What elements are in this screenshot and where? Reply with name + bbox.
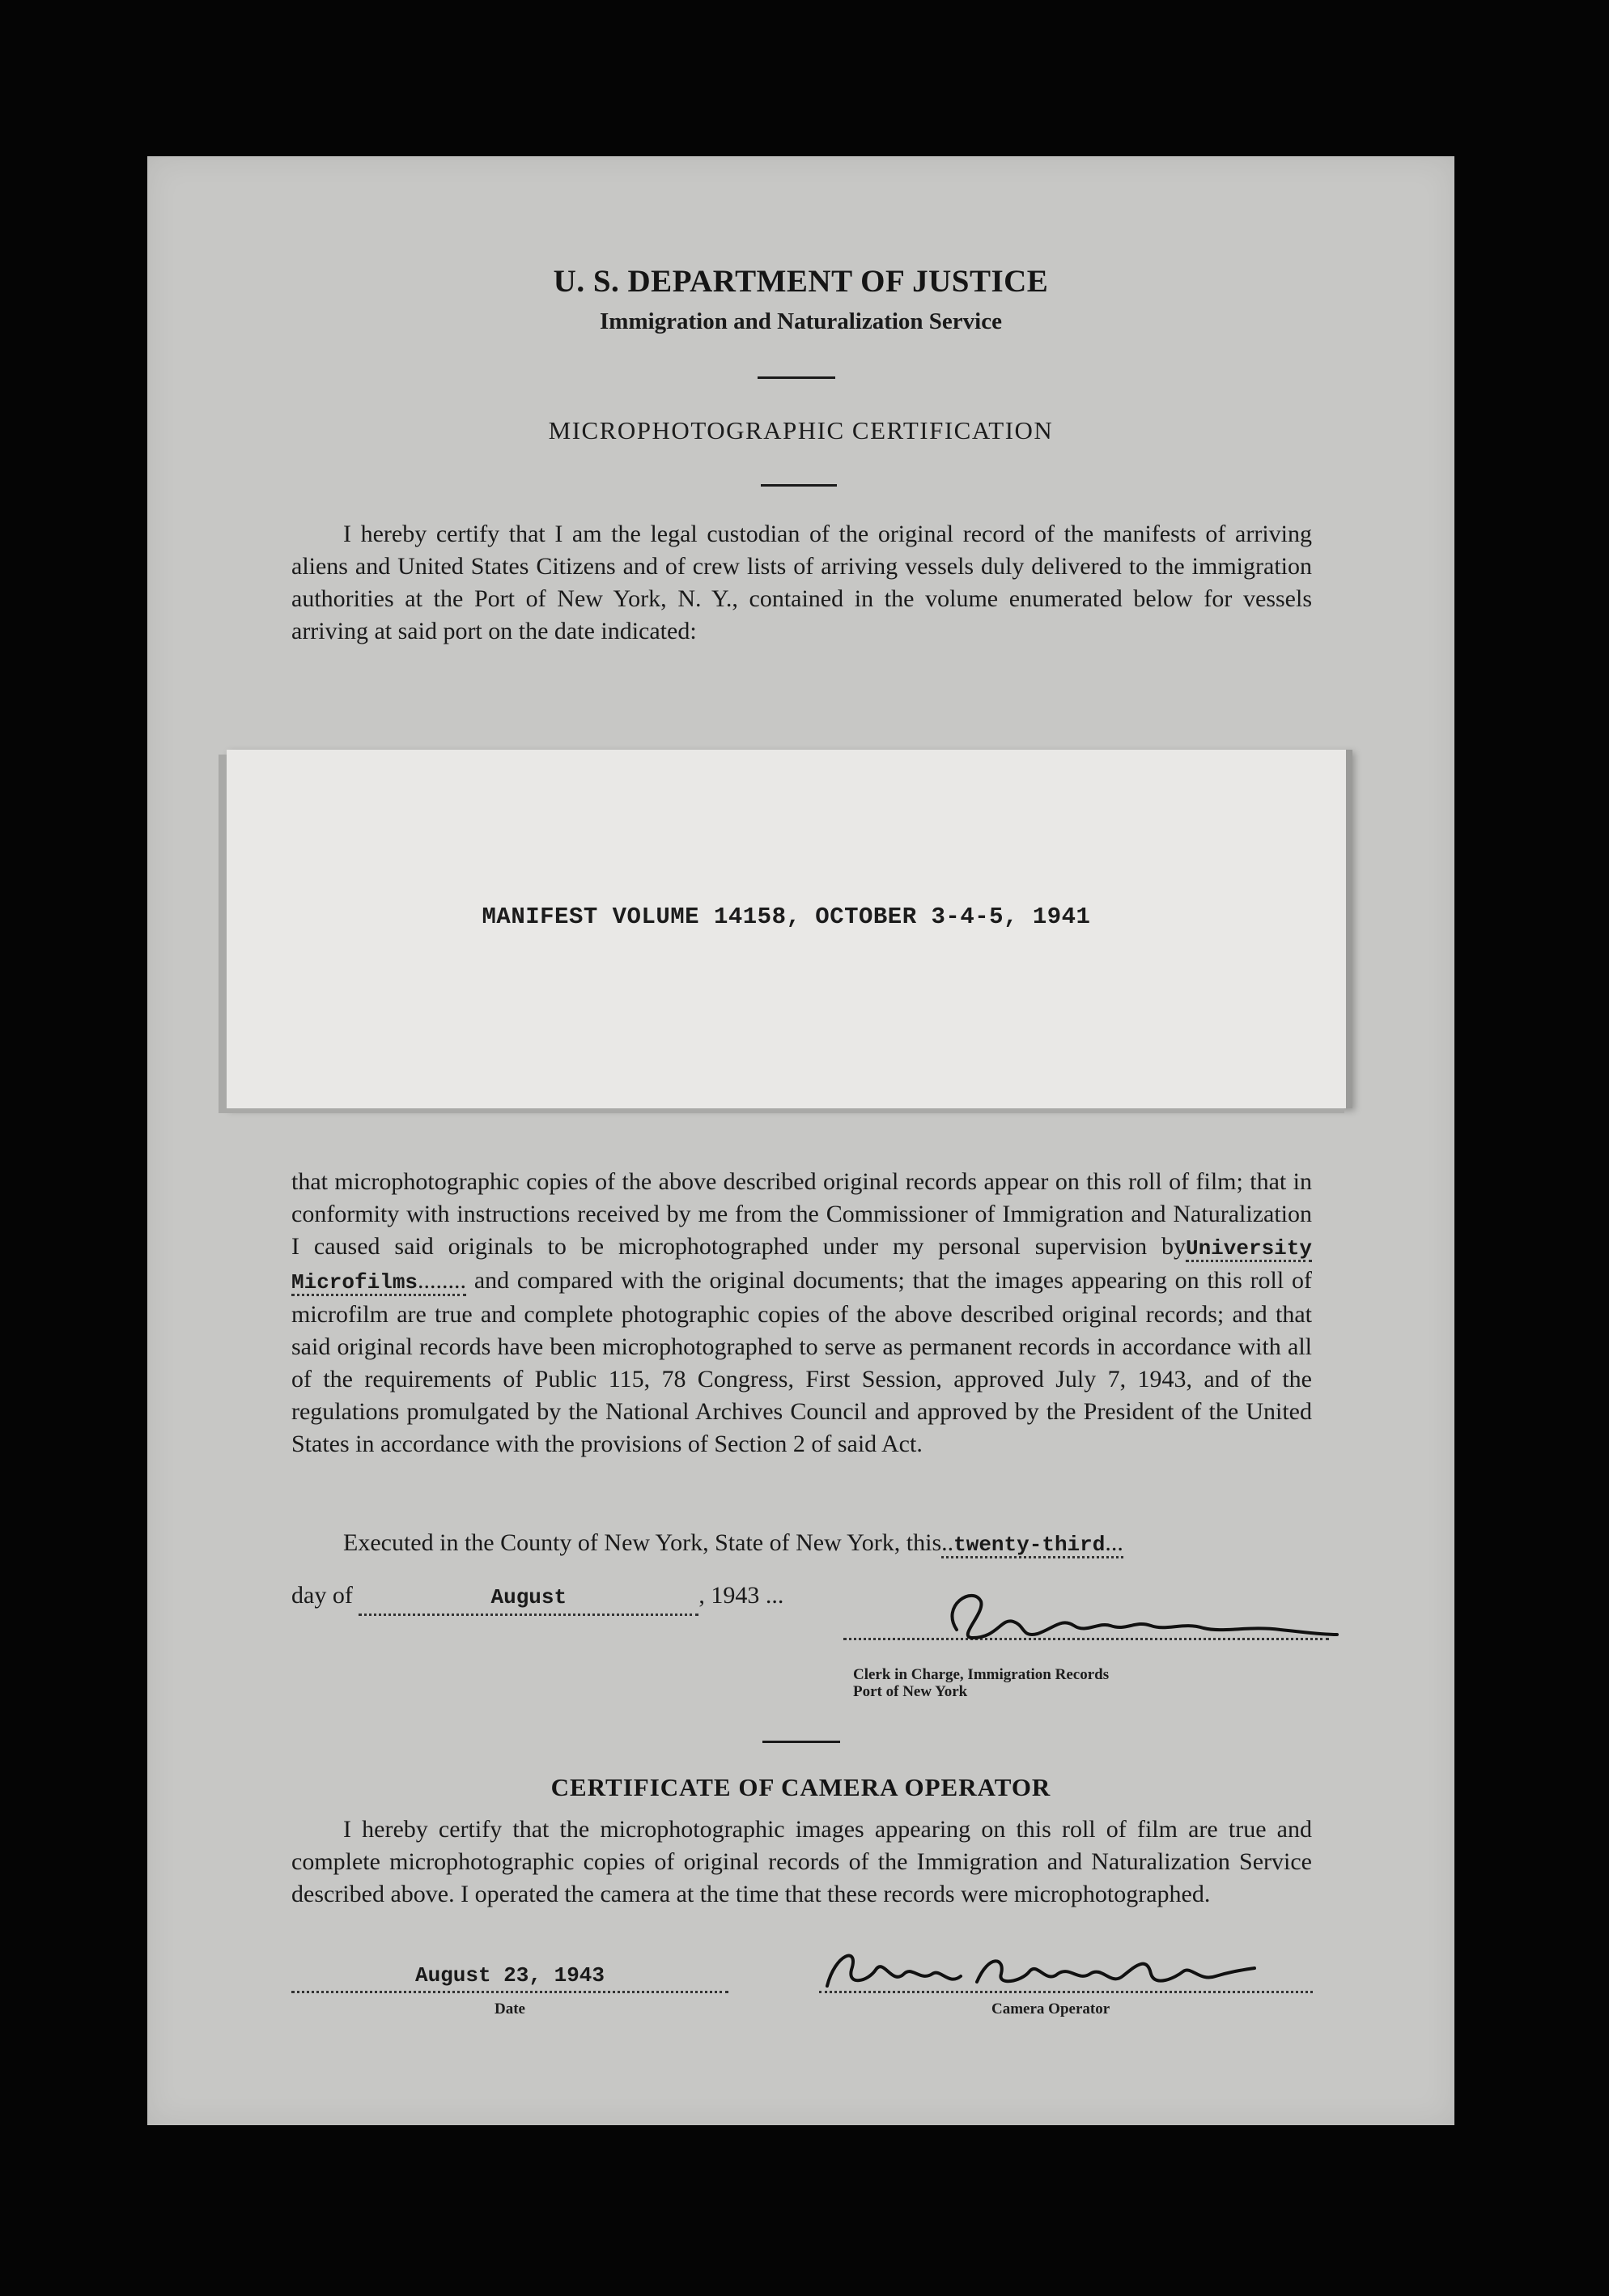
day-fill-line: ..twenty-third... <box>941 1529 1123 1557</box>
camera-certificate-paragraph <box>291 1813 1312 1911</box>
body-text-part1: that microphotographic copies of the above described original records appear on this roll of film; that in conformity with instructions received by me from the Commissioner of Immigration and Naturalization I caused said originals to be microphotographed under my personal supervision by <box>291 1168 1312 1260</box>
body-paragraph <box>291 1166 1312 1461</box>
intro-paragraph <box>291 518 1312 648</box>
divider <box>762 1741 840 1743</box>
clerk-title-line2: Port of New York <box>853 1683 968 1700</box>
clerk-signature <box>924 1581 1345 1654</box>
execution-prefix: Executed in the County of New York, State of New York, this <box>343 1529 942 1556</box>
execution-day: twenty-third <box>953 1533 1106 1557</box>
intro-text: I hereby certify that I am the legal custodian of the original record of the manifests of arriving aliens and United States Citizens and of crew lists of arriving vessels duly delivered to the immigration authorities at the Port of New York, N. Y., contained in the volume enumerated below for vessels arriving at said port on the date indicated: <box>291 521 1312 644</box>
camera-certificate-title: CERTIFICATE OF CAMERA OPERATOR <box>550 1773 1051 1801</box>
date-fill-line <box>291 1963 728 1993</box>
volume-slip <box>227 750 1352 1108</box>
volume-slip-text: MANIFEST VOLUME 14158, OCTOBER 3-4-5, 1941 <box>482 904 1091 930</box>
operator-label: Camera Operator <box>991 2000 1110 2018</box>
supervisor-name: University Microfilms <box>291 1236 1312 1295</box>
clerk-title-line1: Clerk in Charge, Immigration Records <box>853 1666 1110 1683</box>
operator-signature <box>811 1937 1264 2002</box>
month-line: day of August , 1943 ... <box>291 1580 1020 1616</box>
certificate-date: August 23, 1943 <box>414 1963 605 1988</box>
body-text-part2: and compared with the original documents; that the images appearing on this roll of microfilm are true and complete photographic copies of the above described original records; and that said original records have been microphotographed to serve as permanent records in accordance with all of the requirements of Public 115, 78 Congress, First Session, approved July 7, 1943, and of the regulations promulgated by the National Archives Council and approved by the President of the United States in accordance with the provisions of Section 2 of said Act. <box>291 1267 1312 1457</box>
execution-line <box>343 1527 1314 1561</box>
execution-year: , 1943 <box>698 1582 760 1609</box>
divider <box>758 376 835 379</box>
supervisor-fill-line: University Microfilms........ <box>291 1233 1312 1296</box>
date-label: Date <box>495 2000 525 2018</box>
certificate-page <box>147 156 1454 2125</box>
clerk-title <box>853 1666 1339 1700</box>
month-fill-line <box>359 1580 698 1616</box>
department-heading: U. S. DEPARTMENT OF JUSTICE <box>553 264 1049 299</box>
divider <box>761 484 837 487</box>
camera-certificate-text: I hereby certify that the microphotographic images appearing on this roll of film are true and complete microphotographic copies of original records of the Immigration and Naturalization Service described above. I operated the camera at the time that these records were microphotographed. <box>291 1816 1312 1907</box>
service-subheading: Immigration and Naturalization Service <box>600 308 1002 334</box>
certification-title: MICROPHOTOGRAPHIC CERTIFICATION <box>548 416 1054 444</box>
execution-month: August <box>490 1585 567 1609</box>
day-of-label: day of <box>291 1582 353 1609</box>
